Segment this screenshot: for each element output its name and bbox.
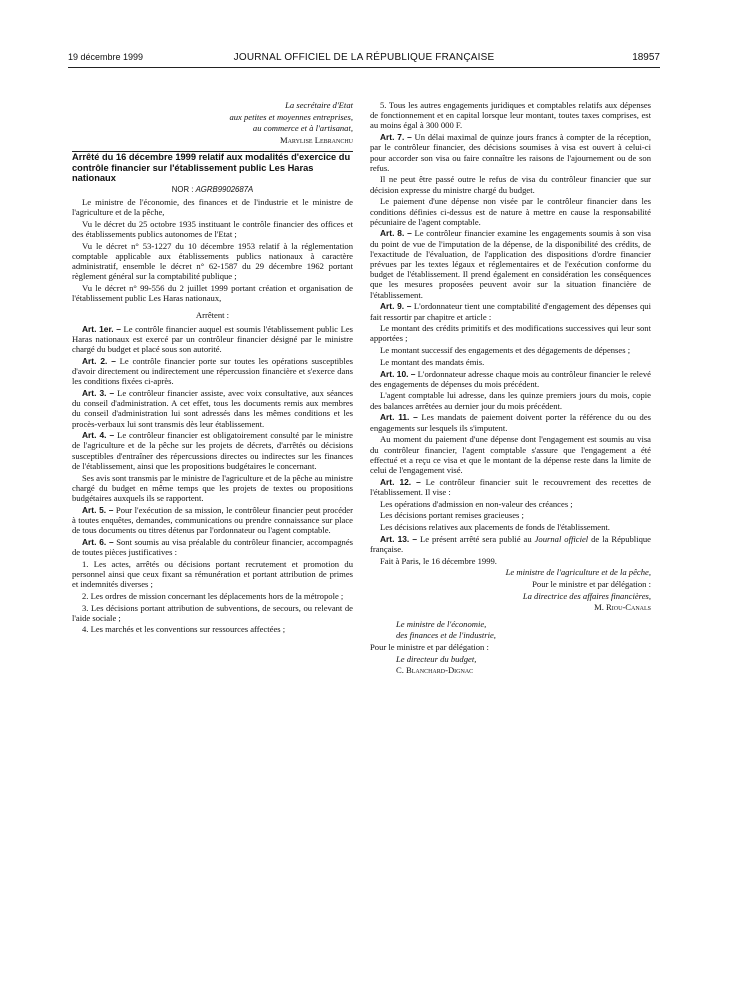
article-label: Art. 2. – [82,355,116,366]
article-text: Un délai maximal de quinze jours francs à compter de la réception, par le contrôleur financier, des décisions soumises à visa est ouvert à celui-ci pour accorder son visa ou faire connaître les raisons de l'ajournement ou de son refus. [370,132,651,173]
article-9 [370,301,651,321]
article-text: Le contrôle financier porte sur toutes les opérations susceptibles d'avoir directement ou indirectement une répercussion financière et s'exerce dans les conditions fixées ci-après. [72,355,353,387]
paragraph: Il ne peut être passé outre le refus de visa du contrôleur financier que sur décision expresse du ministre chargé du budget. [370,174,651,195]
page-number: 18957 [632,52,660,63]
list-item: 2. Les ordres de mission concernant les déplacements hors de la métropole ; [82,590,344,601]
article-text: Le présent arrêté sera publié au [417,533,535,544]
right-column [370,100,651,677]
left-column [72,100,353,636]
list-item: 5. Tous les autres engagements juridiques et comptables relatifs aux dépenses de fonctionnement et en capital lorsque leur montant, toutes taxes comprises, est au moins égal à 300 000 F. [370,100,651,131]
nor-reference [72,185,353,195]
article-text: Pour l'exécution de sa mission, le contrôleur financier peut procéder à toutes enquêtes, demandes, communications ou prendre connaissance sur place de tous documents ou titres détenus par l'ordonnateur ou l'agent comptable. [72,504,353,536]
signature-line: La secrétaire d'Etat [285,100,353,110]
signing-place-date: Fait à Paris, le 16 décembre 1999. [380,555,497,566]
paragraph: Le paiement d'une dépense non visée par le contrôleur financier dans les conditions définies ci-dessus est de nature à mettre en cause la responsabilité pécuniaire de l'agent comptable. [370,196,651,227]
signature-line: aux petites et moyennes entreprises, [229,111,353,122]
journal-officiel-ref: Journal officiel [534,533,589,544]
decree-title: Arrêté du 16 décembre 1999 relatif aux modalités d'exercice du contrôle financier sur l'établissement public Les Haras nationaux [72,152,351,184]
list-item: Le montant des crédits primitifs et des modifications successives qui leur sont apportées ; [370,323,651,344]
article-label: Art. 13. – [380,533,418,544]
nor-value: AGRB9902687A [195,185,254,195]
signature-line: Le ministre de l'agriculture et de la pêche, [505,567,651,578]
article-label: Art. 3. – [82,387,115,398]
article-text: Le contrôleur financier suit le recouvrement des recettes de l'établissement. Il vise : [370,476,651,497]
list-item: 1. Les actes, arrêtés ou décisions portant recrutement et promotion du personnel ainsi que ceux fixant sa rémunération et portant attribution de primes et indemnités diverses ; [72,558,353,590]
article-1 [72,324,353,355]
article-text: Le contrôleur financier assiste, avec voix consultative, aux séances du conseil d'administration. A cet effet, tous les documents remis aux membres du conseil d'administration lui sont adressés dans les mêmes conditions et les procès-verbaux lui sont transmis dès leur établissement. [72,387,353,429]
paragraph: Vu le décret n° 99-556 du 2 juillet 1999 portant création et organisation de l'établissement public Les Haras nationaux, [72,283,353,304]
article-4 [72,430,353,471]
article-text: de la République française. [370,533,651,554]
signature-line: Le directeur du budget, [396,653,477,664]
article-text: Le contrôleur financier examine les engagements soumis à son visa du point de vue de l'imputation de la dépense, de la disponibilité des crédits, de l'exactitude de l'évaluation, de l'application des dispositions d'ordre financier prévues par les textes légaux et réglementaires et de l'exécution conforme du budget de l'établissement. Il prend également en considération les conséquences que les mesures proposées peuvent avoir sur la situation financière de l'établissement. [370,228,651,300]
paragraph: Vu le décret n° 53-1227 du 10 décembre 1953 relatif à la réglementation comptable applicable aux établissements publics nationaux à caractère administratif, ensemble le décret n° 62-1587 du 29 décembre 1962 portant règlement général sur la comptabilité publique ; [72,240,353,282]
article-5 [72,505,353,536]
article-text: Le contrôleur financier est obligatoirement consulté par le ministre de l'agriculture et de la pêche sur les projets de décrets, d'arrêtés ou décisions susceptibles d'entraîner des répercussions directes ou indirectes sur les finances de l'établissement, ainsi que les propositions budgétaires le concernant. [72,430,353,471]
signature-line: Pour le ministre et par délégation : [370,641,489,652]
article-text: L'ordonnateur tient une comptabilité d'engagement des dépenses qui fait ressortir par chapitre et article : [370,301,651,322]
article-7 [370,132,651,173]
article-11 [370,412,651,432]
issue-date: 19 décembre 1999 [68,52,144,62]
journal-title: JOURNAL OFFICIEL DE LA RÉPUBLIQUE FRANÇAISE [233,52,495,63]
paragraph: Au moment du paiement d'une dépense dont l'engagement est soumis au visa du contrôleur financier, l'agent comptable s'assure que l'engagement a été effectué et a reçu ce visa et que le montant de la dépense reste dans la limite de celui de l'engagement visé. [370,434,651,475]
signature-line: Le ministre de l'économie, [396,618,487,629]
article-label: Art. 11. – [380,412,418,423]
paragraph: Vu le décret du 25 octobre 1935 instituant le contrôle financier des offices et des établissements publics autonomes de l'Etat ; [72,218,353,240]
article-text: Sont soumis au visa préalable du contrôleur financier, accompagnés de toutes pièces justificatives : [72,536,353,558]
article-label: Art. 8. – [380,228,412,239]
list-item: Les opérations d'admission en non-valeur des créances ; [380,498,573,509]
article-label: Art. 5. – [82,504,114,515]
article-text: L'ordonnateur adresse chaque mois au contrôleur financier le relevé des engagements de dépenses du mois précédent. [370,368,651,389]
article-13 [370,534,651,554]
article-label: Art. 7. – [380,132,412,143]
signature-name: Marylise Lebranchu [279,135,353,146]
arretent-heading: Arrêtent : [195,309,230,320]
list-item: Le montant successif des engagements et des dégagements de dépenses ; [380,345,631,356]
article-2 [72,356,353,387]
paragraph: Le ministre de l'économie, des finances et de l'industrie et le ministre de l'agriculture et de la pêche, [72,197,353,218]
page-header [68,52,660,68]
article-label: Art. 12. – [380,476,421,487]
signature-name: M. Riou-Canals [594,602,651,613]
article-8 [370,228,651,299]
article-3 [72,388,353,429]
signature-line: La directrice des affaires financières, [522,590,651,601]
signature-line: Pour le ministre et par délégation : [532,578,651,589]
signature-line: au commerce et à l'artisanat, [252,123,353,134]
header-rule [68,67,660,68]
list-item: 4. Les marchés et les conventions sur ressources affectées ; [82,624,286,635]
article-label: Art. 1er. – [82,323,121,334]
list-item: Les décisions portant remises gracieuses ; [380,510,524,521]
article-label: Art. 6. – [82,536,114,547]
article-text: Le contrôle financier auquel est soumis l'établissement public Les Haras nationaux est exercé par un contrôleur financier désigné par le ministre chargé du budget et placé sous son autorité. [72,323,353,355]
signature-line: des finances et de l'industrie, [396,630,496,641]
article-label: Art. 4. – [82,430,115,441]
article-text: Les mandats de paiement doivent porter la référence du ou des engagements sur lesquels ils s'imputent. [370,412,651,433]
article-6 [72,537,353,557]
signature-name: C. Blanchard-Dignac [396,665,474,676]
paragraph: Ses avis sont transmis par le ministre de l'agriculture et de la pêche au ministre chargé du budget en même temps que les projets de textes ou propositions budgétaires auxquels ils se rapportent. [72,472,353,503]
article-label: Art. 9. – [380,301,412,312]
article-10 [370,369,651,389]
list-item: 3. Les décisions portant attribution de subventions, de secours, ou relevant de l'aide sociale ; [72,602,353,623]
article-label: Art. 10. – [380,368,416,379]
list-item: Le montant des mandats émis. [380,356,485,367]
list-item: Les décisions relatives aux placements de fonds de l'établissement. [380,521,610,532]
paragraph: L'agent comptable lui adresse, dans les quinze premiers jours du mois, copie des balances arrêtées au dernier jour du mois précédent. [370,390,651,411]
article-12 [370,477,651,497]
nor-label: NOR : [171,185,194,195]
